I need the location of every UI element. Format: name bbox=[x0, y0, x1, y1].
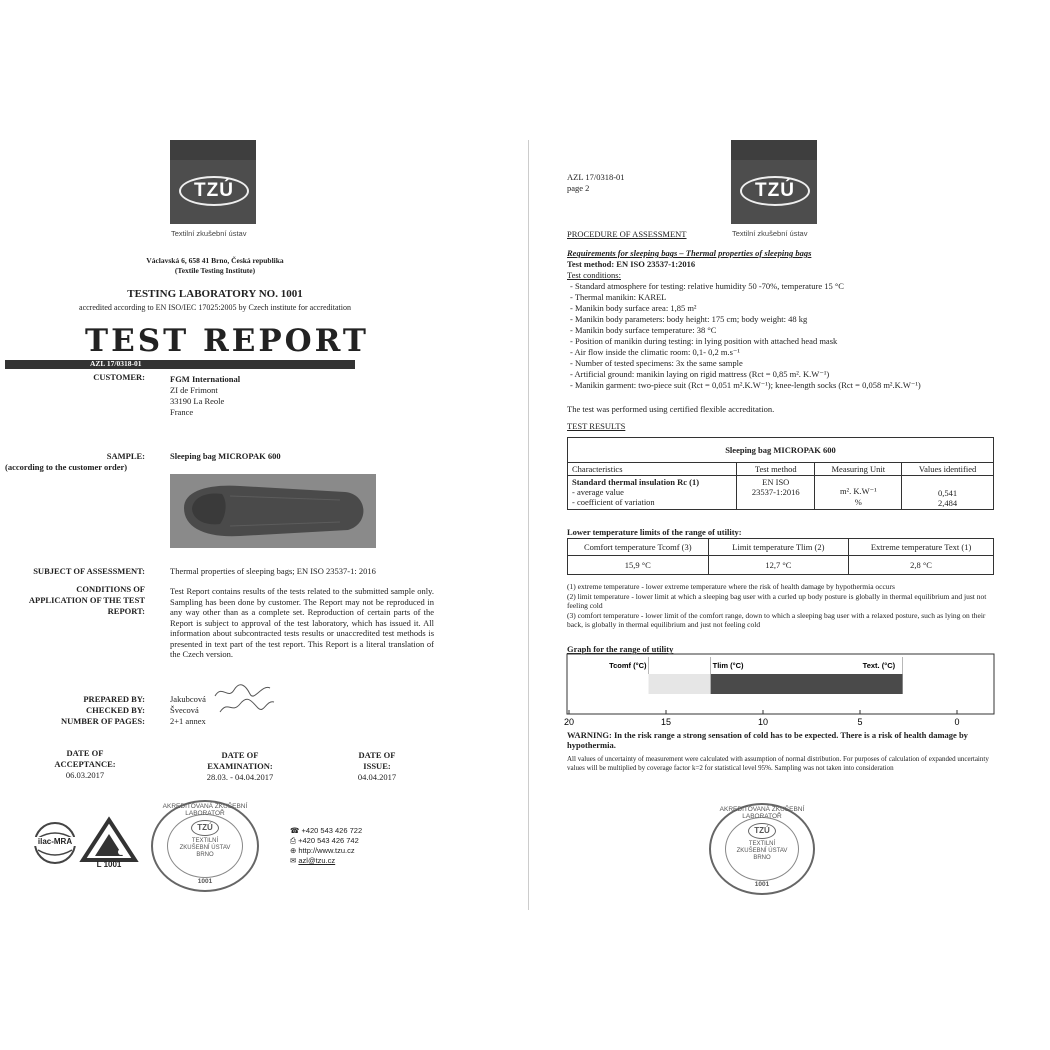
tlim-label: Tlim (°C) bbox=[712, 661, 744, 670]
contact-block: ☎ +420 543 426 722 ⎙ +420 543 426 742 ⊕ http://www.tzu.cz ✉ azl@tzu.cz bbox=[290, 826, 363, 865]
report-number-bar bbox=[5, 360, 355, 369]
page-number: page 2 bbox=[567, 183, 590, 193]
sleeping-bag-photo bbox=[170, 474, 376, 548]
condition-item: - Manikin garment: two-piece suit (Rct = 0,051 m².K.W⁻¹); knee-length socks (Rct = 0,058 m².K.W⁻¹) bbox=[570, 380, 921, 390]
acceptance-date: 06.03.2017 bbox=[65, 770, 105, 780]
report-title: TEST REPORT bbox=[85, 323, 369, 359]
checked-value: Švecová bbox=[170, 705, 199, 715]
phone-icon: ☎ bbox=[290, 826, 302, 835]
test-method: Test method: EN ISO 23537-1:2016 bbox=[567, 259, 696, 269]
header-measuring-unit: Measuring Unit bbox=[815, 463, 902, 476]
header-values: Values identified bbox=[902, 463, 994, 476]
condition-item: - Manikin body parameters: body height: 175 cm; body weight: 48 kg bbox=[570, 314, 808, 324]
condition-item: - Standard atmosphere for testing: relative humidity 50 -70%, temperature 15 °C bbox=[570, 281, 844, 291]
condition-item: - Number of tested specimens: 3x the same sample bbox=[570, 358, 743, 368]
x-tick-label: 20 bbox=[563, 717, 575, 727]
conditions-label: CONDITIONS OF APPLICATION OF THE TEST REPORT: bbox=[28, 584, 145, 616]
fax-icon: ⎙ bbox=[290, 836, 299, 845]
email-link[interactable]: azl@tzu.cz bbox=[298, 856, 336, 865]
x-tick-label: 15 bbox=[660, 717, 672, 727]
results-table-title: Sleeping bag MICROPAK 600 bbox=[568, 438, 994, 463]
website-link[interactable]: http://www.tzu.cz bbox=[298, 846, 355, 855]
header-extreme: Extreme temperature Text (1) bbox=[849, 539, 994, 556]
header-comfort: Comfort temperature Tcomf (3) bbox=[568, 539, 709, 556]
comfort-range-bar bbox=[649, 674, 711, 694]
ilac-mra-logo bbox=[32, 820, 78, 866]
procedure-heading: PROCEDURE OF ASSESSMENT bbox=[567, 229, 687, 239]
prepared-label: PREPARED BY: bbox=[83, 694, 145, 704]
accreditation-note: The test was performed using certified flexible accreditation. bbox=[567, 404, 775, 414]
warning-text: WARNING: In the risk range a strong sensation of cold has to be expected. There is a risk of health damage by hypothermia. bbox=[567, 730, 968, 750]
table-row bbox=[568, 556, 994, 575]
x-tick-label: 5 bbox=[857, 717, 863, 727]
examination-date: 28.03. - 04.04.2017 bbox=[206, 772, 274, 782]
condition-item: - Manikin body surface temperature: 38 °C bbox=[570, 325, 717, 335]
limits-table bbox=[567, 538, 994, 575]
header-characteristics: Characteristics bbox=[568, 463, 737, 476]
header-limit: Limit temperature Tlim (2) bbox=[708, 539, 849, 556]
signatures bbox=[210, 680, 280, 716]
uncertainty-text: All values of uncertainty of measurement were calculated with assumption of normal distribution. For purposes of calculation of expanded uncertainty values will be multiplied by coverage factor k=2 for statistical level 95%. Sampling was not taken into consideration bbox=[567, 755, 989, 772]
report-page-2 bbox=[548, 140, 1028, 910]
conditions-text: Test Report contains results of the tests related to the submitted sample only. Sampling has been done by customer. The Report may not be reproduced in any way other than as a complete set. Reproduction of certain parts of the Report is subject to approval of the test laboratory, which has issued it. All information about subcontracted tests results or unaccredited test methods is presented in text part of the test report. This Report is a literal translation of the Czech version. bbox=[170, 586, 434, 659]
address: Václavská 6, 658 41 Brno, Česká republika bbox=[146, 256, 284, 265]
customer-address: FGM International ZI de Frimont 33190 La Reole France bbox=[170, 374, 241, 417]
ilac-text: ilac-MRA bbox=[32, 837, 78, 846]
x-tick-label: 0 bbox=[954, 717, 960, 727]
examination-label: DATE OF EXAMINATION: bbox=[207, 750, 273, 771]
x-tick-label: 10 bbox=[757, 717, 769, 727]
accreditation-seal: AKREDITOVANÁ ZKUŠEBNÍ LABORATOŘ TZÚ TEXTILNÍ ZKUŠEBNÍ ÚSTAV BRNO 1001 bbox=[151, 800, 259, 892]
test-conditions-heading: Test conditions: bbox=[567, 270, 621, 280]
header-test-method: Test method bbox=[737, 463, 815, 476]
accreditation-line: accredited according to EN ISO/IEC 17025:2005 by Czech institute for accreditation bbox=[79, 303, 351, 312]
footnote-2: (2) limit temperature - lower limit at which a sleeping bag user with a curled up body posture is globally in thermal equilibrium and just not feeling cold bbox=[567, 591, 987, 610]
sample-name: Sleeping bag MICROPAK 600 bbox=[170, 451, 281, 461]
condition-item: - Artificial ground: manikin laying on rigid mattress (Rct = 0,85 m². K.W⁻¹) bbox=[570, 369, 830, 379]
web-icon: ⊕ bbox=[290, 846, 299, 855]
utility-range-graph bbox=[563, 654, 997, 734]
comfort-value: 15,9 °C bbox=[568, 556, 709, 575]
subject-value: Thermal properties of sleeping bags; EN ISO 23537-1: 2016 bbox=[170, 566, 376, 576]
cai-accreditation-logo bbox=[81, 818, 137, 874]
tzu-logo: TZÚ bbox=[170, 140, 256, 224]
extreme-value: 2,8 °C bbox=[849, 556, 994, 575]
issue-label: DATE OF ISSUE: bbox=[358, 750, 396, 771]
condition-item: - Thermal manikin: KAREL bbox=[570, 292, 667, 302]
limits-heading: Lower temperature limits of the range of utility: bbox=[567, 527, 742, 537]
tcomf-label: Tcomf (°C) bbox=[609, 661, 647, 670]
prepared-value: Jakubcová bbox=[170, 694, 206, 704]
footnotes bbox=[567, 582, 997, 630]
seal-logo: TZÚ bbox=[191, 820, 219, 836]
accreditation-seal-2: AKREDITOVANÁ ZKUŠEBNÍ LABORATOŘ TZÚ TEXTILNÍ ZKUŠEBNÍ ÚSTAV BRNO 1001 bbox=[709, 803, 815, 895]
checked-label: CHECKED BY: bbox=[86, 705, 145, 715]
customer-label: CUSTOMER: bbox=[93, 372, 145, 382]
sample-label: SAMPLE: bbox=[106, 451, 145, 461]
results-heading: TEST RESULTS bbox=[567, 421, 626, 431]
results-table bbox=[567, 437, 994, 510]
limit-value: 12,7 °C bbox=[708, 556, 849, 575]
logo-caption-2: Textilní zkušební ústav bbox=[732, 229, 808, 238]
condition-item: - Position of manikin during testing: in lying position with attached head mask bbox=[570, 336, 838, 346]
seal-logo-2: TZÚ bbox=[748, 823, 776, 839]
report-number: AZL 17/0318-01 bbox=[90, 359, 142, 368]
acceptance-label: DATE OF ACCEPTANCE: bbox=[54, 748, 116, 769]
table-row: Standard thermal insulation Rc (1) - average value - coefficient of variation EN ISO 23537-1:2016 m². K.W⁻¹ % 0,541 2,484 bbox=[568, 476, 994, 510]
footnote-3: (3) comfort temperature - lower limit of the comfort range, down to which a sleeping bag user with a relaxed posture, such as lying on their back, is globally in thermal equilibrium and just not feeling cold bbox=[567, 610, 986, 629]
logo-caption: Textilní zkušební ústav bbox=[171, 229, 247, 238]
risk-range-bar bbox=[711, 674, 903, 694]
sample-sublabel: (according to the customer order) bbox=[5, 462, 128, 472]
condition-item: - Air flow inside the climatic room: 0,1- 0,2 m.s⁻¹ bbox=[570, 347, 740, 357]
pages-value: 2+1 annex bbox=[170, 716, 206, 726]
text-label: Text. (°C) bbox=[862, 661, 896, 670]
mail-icon: ✉ bbox=[290, 856, 299, 865]
cai-number: L 1001 bbox=[96, 860, 122, 869]
conditions-list bbox=[570, 281, 1010, 391]
condition-item: - Manikin body surface area: 1,85 m² bbox=[570, 303, 697, 313]
graph-heading: Graph for the range of utility bbox=[567, 644, 674, 654]
report-page-1 bbox=[5, 140, 485, 910]
lab-title: TESTING LABORATORY NO. 1001 bbox=[127, 288, 303, 300]
report-number-2: AZL 17/0318-01 bbox=[567, 172, 625, 182]
requirements-heading: Requirements for sleeping bags – Thermal properties of sleeping bags bbox=[567, 248, 812, 258]
institute-name: (Textile Testing Institute) bbox=[174, 266, 256, 275]
subject-label: SUBJECT OF ASSESSMENT: bbox=[33, 566, 145, 576]
footnote-1: (1) extreme temperature - lower extreme temperature where the risk of health damage by hypothermia occurs bbox=[567, 582, 895, 591]
pages-label: NUMBER OF PAGES: bbox=[60, 716, 145, 726]
tzu-logo-2: TZÚ bbox=[731, 140, 817, 224]
page-divider bbox=[528, 140, 529, 910]
issue-date: 04.04.2017 bbox=[357, 772, 397, 782]
